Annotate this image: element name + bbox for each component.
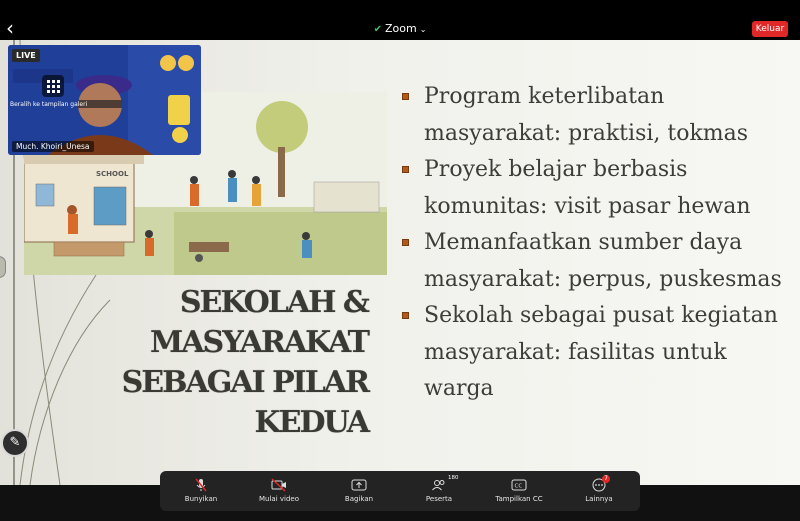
more-label: Lainnya [585,495,613,503]
start-video-label: Mulai video [258,495,299,503]
bullet-item [402,79,792,152]
share-label: Bagikan [344,495,374,503]
video-off-icon [244,471,314,493]
notification-badge: 7 [602,475,610,483]
bullet-marker-icon [402,166,409,173]
participant-count: 180 [448,475,459,481]
top-bar [0,0,800,40]
participants-label: Peserta [425,495,453,503]
bullet-text: Proyek belajar berbasis komunitas: visit pasar hewan [424,157,751,219]
live-badge: LIVE [12,49,40,62]
gallery-grid-icon[interactable] [42,75,64,97]
show-captions-label: Tampilkan CC [495,495,543,503]
slide-title-line: SEKOLAH & [179,285,368,320]
gallery-view-tooltip: Beralih ke tampilan galeri [10,101,88,108]
more-button[interactable] [564,471,634,511]
leave-button[interactable]: Keluar [752,21,788,37]
slide-title-line: KEDUA [254,405,368,440]
school-sign: SCHOOL [96,170,129,178]
unmute-button[interactable] [166,471,236,511]
shield-check-icon: ✔ [373,24,382,35]
bullet-list [402,79,792,408]
annotate-pencil-button[interactable] [1,429,29,457]
back-arrow-icon[interactable]: ‹ [6,16,14,40]
show-captions-button[interactable] [484,471,554,511]
participant-name-label: Much. Khoiri_Unesa [12,141,94,152]
pencil-icon: ✎ [9,435,21,450]
slide-title-line: MASYARAKAT [150,325,368,360]
closed-caption-icon [484,471,554,493]
participant-video-tile[interactable] [8,45,201,155]
unmute-label: Bunyikan [184,495,218,503]
bullet-item [402,225,792,298]
bullet-text: Memanfaatkan sumber daya masyarakat: perpus, puskesmas [424,230,782,292]
more-icon [564,471,634,493]
start-video-button[interactable] [244,471,314,511]
meeting-title-menu[interactable] [0,22,800,35]
bullet-text: Sekolah sebagai pusat kegiatan masyarakat: fasilitas untuk warga [424,303,778,401]
share-button[interactable] [324,471,394,511]
bullet-marker-icon [402,239,409,246]
bullet-text: Program keterlibatan masyarakat: praktisi, tokmas [424,84,749,146]
bullet-marker-icon [402,93,409,100]
svg-text:CC: CC [514,483,523,490]
microphone-muted-icon [166,471,236,493]
chevron-down-icon: ⌄ [419,25,427,34]
participants-icon [404,471,474,493]
meeting-toolbar [160,471,640,511]
bullet-item [402,152,792,225]
slide-title [100,283,368,443]
bullet-item [402,298,792,408]
app-title: Zoom [384,22,417,35]
share-screen-icon [324,471,394,493]
participants-button[interactable] [404,471,474,511]
slide-title-line: SEBAGAI PILAR [121,365,368,400]
bullet-marker-icon [402,312,409,319]
